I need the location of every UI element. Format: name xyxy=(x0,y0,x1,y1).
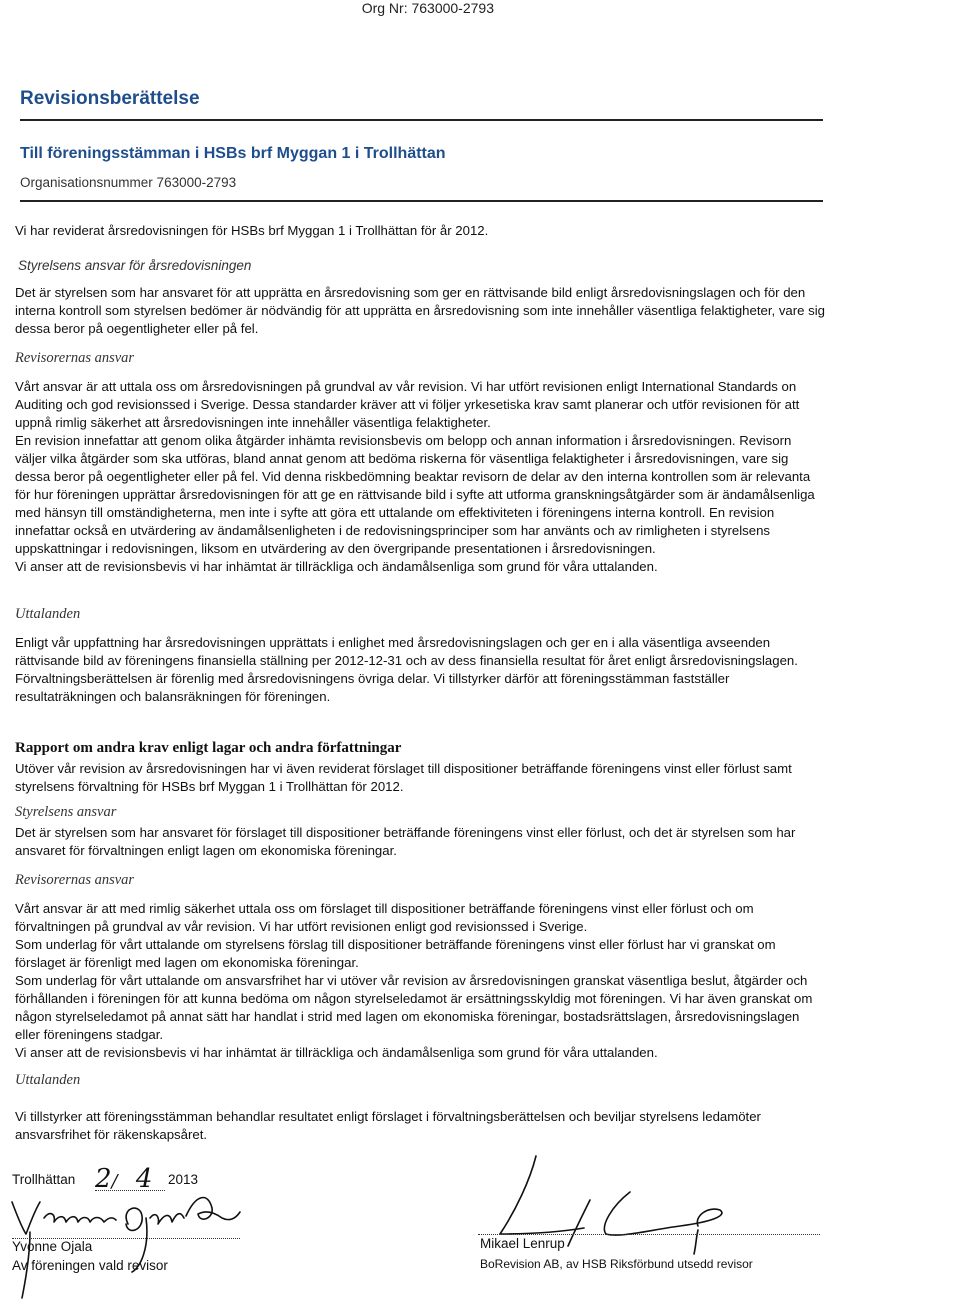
paragraph: Som underlag för vårt uttalande om styrelsens förslag till dispositioner beträffande föreningens vinst eller förlust har vi granskat om förslaget är förenligt med lagen om ekonomiska föreningar. xyxy=(15,937,776,970)
section-body: Det är styrelsen som har ansvaret för förslaget till dispositioner beträffande föreningens vinst eller förlust, och det är styrelsen som har ansvaret för förvaltningen enligt lagen om ekonomiska föreningar. xyxy=(15,825,796,858)
report-heading: Rapport om andra krav enligt lagar och andra författningar xyxy=(15,740,402,756)
section-body: Det är styrelsen som har ansvaret för att upprätta en årsredovisning som ger en rättvisande bild enligt årsredovisningslagen och för den interna kontroll som styrelsen bedömer är nödvändig för att upprätta en årsredovisning som inte innehåller väsentliga felaktigheter, vare sig dessa beror på oegentligheter eller på fel. xyxy=(15,285,826,336)
addressee-heading: Till föreningsstämman i HSBs brf Myggan 1 i Trollhättan xyxy=(20,145,446,162)
signer2-role: BoRevision AB, av HSB Riksförbund utsedd revisor xyxy=(480,1257,753,1271)
org-nr-header: Org Nr: 763000-2793 xyxy=(361,0,494,16)
section-heading-revisorernas-ansvar: Revisorernas ansvar xyxy=(15,350,135,366)
date-day: 2 xyxy=(95,1164,112,1194)
header-divider xyxy=(20,200,823,202)
signer1-role: Av föreningen vald revisor xyxy=(12,1258,168,1273)
signature-year: 2013 xyxy=(168,1172,199,1187)
paragraph: Vi anser att de revisionsbevis vi har inhämtat är tillräckliga och ändamålsenliga som grund för våra uttalanden. xyxy=(15,559,658,574)
report-intro: Utöver vår revision av årsredovisningen har vi även reviderat förslaget till dispositioner beträffande föreningens vinst eller förlust samt styrelsens förvaltning för HSBs brf Myggan 1 i Trollhättan för 2012. xyxy=(15,761,792,794)
intro-text: Vi har reviderat årsredovisningen för HSBs brf Myggan 1 i Trollhättan för år 2012. xyxy=(15,223,489,238)
date-separator: / xyxy=(111,1171,118,1192)
section-body: Enligt vår uppfattning har årsredovisningen upprättats i enlighet med årsredovisningslagen och ger en i alla väsentliga avseenden rättvisande bild av föreningens finansiella ställning per 2012-12-31 och av dess finansiella resultat för året enligt årsredovisningslagen. Förvaltningsberättelsen är förenlig med årsredovisningens övriga delar. Vi tillstyrker därför att föreningsstämman fastställer resultaträkningen och balansräkningen för föreningen. xyxy=(15,635,798,704)
paragraph: Som underlag för vårt uttalande om ansvarsfrihet har vi utöver vår revision av årsredovisningen granskat väsentliga beslut, åtgärder och förhållanden i föreningen för att kunna bedöma om någon styrelseledamot är ersättningsskyldig mot föreningen. Vi har även granskat om någon styrelseledamot på annat sätt har handlat i strid med lagen om ekonomiska föreningar, bostadsrättslagen, årsredovisningslagen eller föreningens stadgar. xyxy=(15,973,813,1042)
section-block xyxy=(15,900,825,1062)
paragraph: En revision innefattar att genom olika åtgärder inhämta revisionsbevis om belopp och annan information i årsredovisningen. Revisorn väljer vilka åtgärder som ska utföras, bland annat genom att bedöma riskerna för väsentliga felaktigheter i årsredovisningen, vare sig dessa beror på oegentligheter eller på fel. Vid denna riskbedömning beaktar revisorn de delar av den interna kontrollen som är relevanta för hur föreningen upprättar årsredovisningen för att ge en rättvisande bild i syfte att utforma granskningsåtgärder som är ändamålsenliga med hänsyn till omständigheterna, men inte i syfte att göra ett uttalande om effektiviteten i föreningens interna kontroll. En revision innefattar också en utvärdering av ändamålsenligheten i de redovisningsprinciper som har använts och av rimligheten i styrelsens uppskattningar i redovisningen, liksom en utvärdering av den övergripande presentationen i årsredovisningen. xyxy=(15,433,815,556)
document-title: Revisionsberättelse xyxy=(20,88,200,109)
report-heading-styrelsens-ansvar: Styrelsens ansvar xyxy=(15,804,117,820)
organisation-number: Organisationsnummer 763000-2793 xyxy=(20,175,237,190)
date-month: 4 xyxy=(135,1164,153,1194)
paragraph: Vårt ansvar är att med rimlig säkerhet uttala oss om förslaget till dispositioner beträffande föreningens vinst eller förlust och om förvaltningen på grundval av vår revision. Vi har utfört revisionen enligt god revisionssed i Sverige. xyxy=(15,901,754,934)
section-heading-uttalanden: Uttalanden xyxy=(15,606,81,622)
report-heading-revisorernas-ansvar: Revisorernas ansvar xyxy=(15,872,135,888)
report-heading-uttalanden: Uttalanden xyxy=(15,1072,81,1088)
signer2-name: Mikael Lenrup xyxy=(480,1236,565,1251)
signature-line-2 xyxy=(478,1234,820,1235)
section-heading-styrelsens-ansvar-arsredovisningen: Styrelsens ansvar för årsredovisningen xyxy=(18,258,252,273)
title-divider xyxy=(20,119,823,121)
paragraph: Vårt ansvar är att uttala oss om årsredovisningen på grundval av vår revision. Vi har utfört revisionen enligt International Standards on Auditing och god revisionssed i Sverige. Dessa standarder kräver att vi följer yrkesetiska krav samt planerar och utför revisionen för att uppnå rimlig säkerhet att årsredovisningen inte innehåller väsentliga felaktigheter. xyxy=(15,379,800,430)
signature-place: Trollhättan xyxy=(12,1172,76,1187)
section-block xyxy=(15,378,825,576)
signer1-name: Yvonne Ojala xyxy=(12,1239,93,1254)
section-body: Vi tillstyrker att föreningsstämman behandlar resultatet enligt förslaget i förvaltningsberättelsen och beviljar styrelsens ledamöter ansvarsfrihet för räkenskapsåret. xyxy=(15,1109,761,1142)
paragraph: Vi anser att de revisionsbevis vi har inhämtat är tillräckliga och ändamålsenliga som grund för våra uttalanden. xyxy=(15,1045,658,1060)
